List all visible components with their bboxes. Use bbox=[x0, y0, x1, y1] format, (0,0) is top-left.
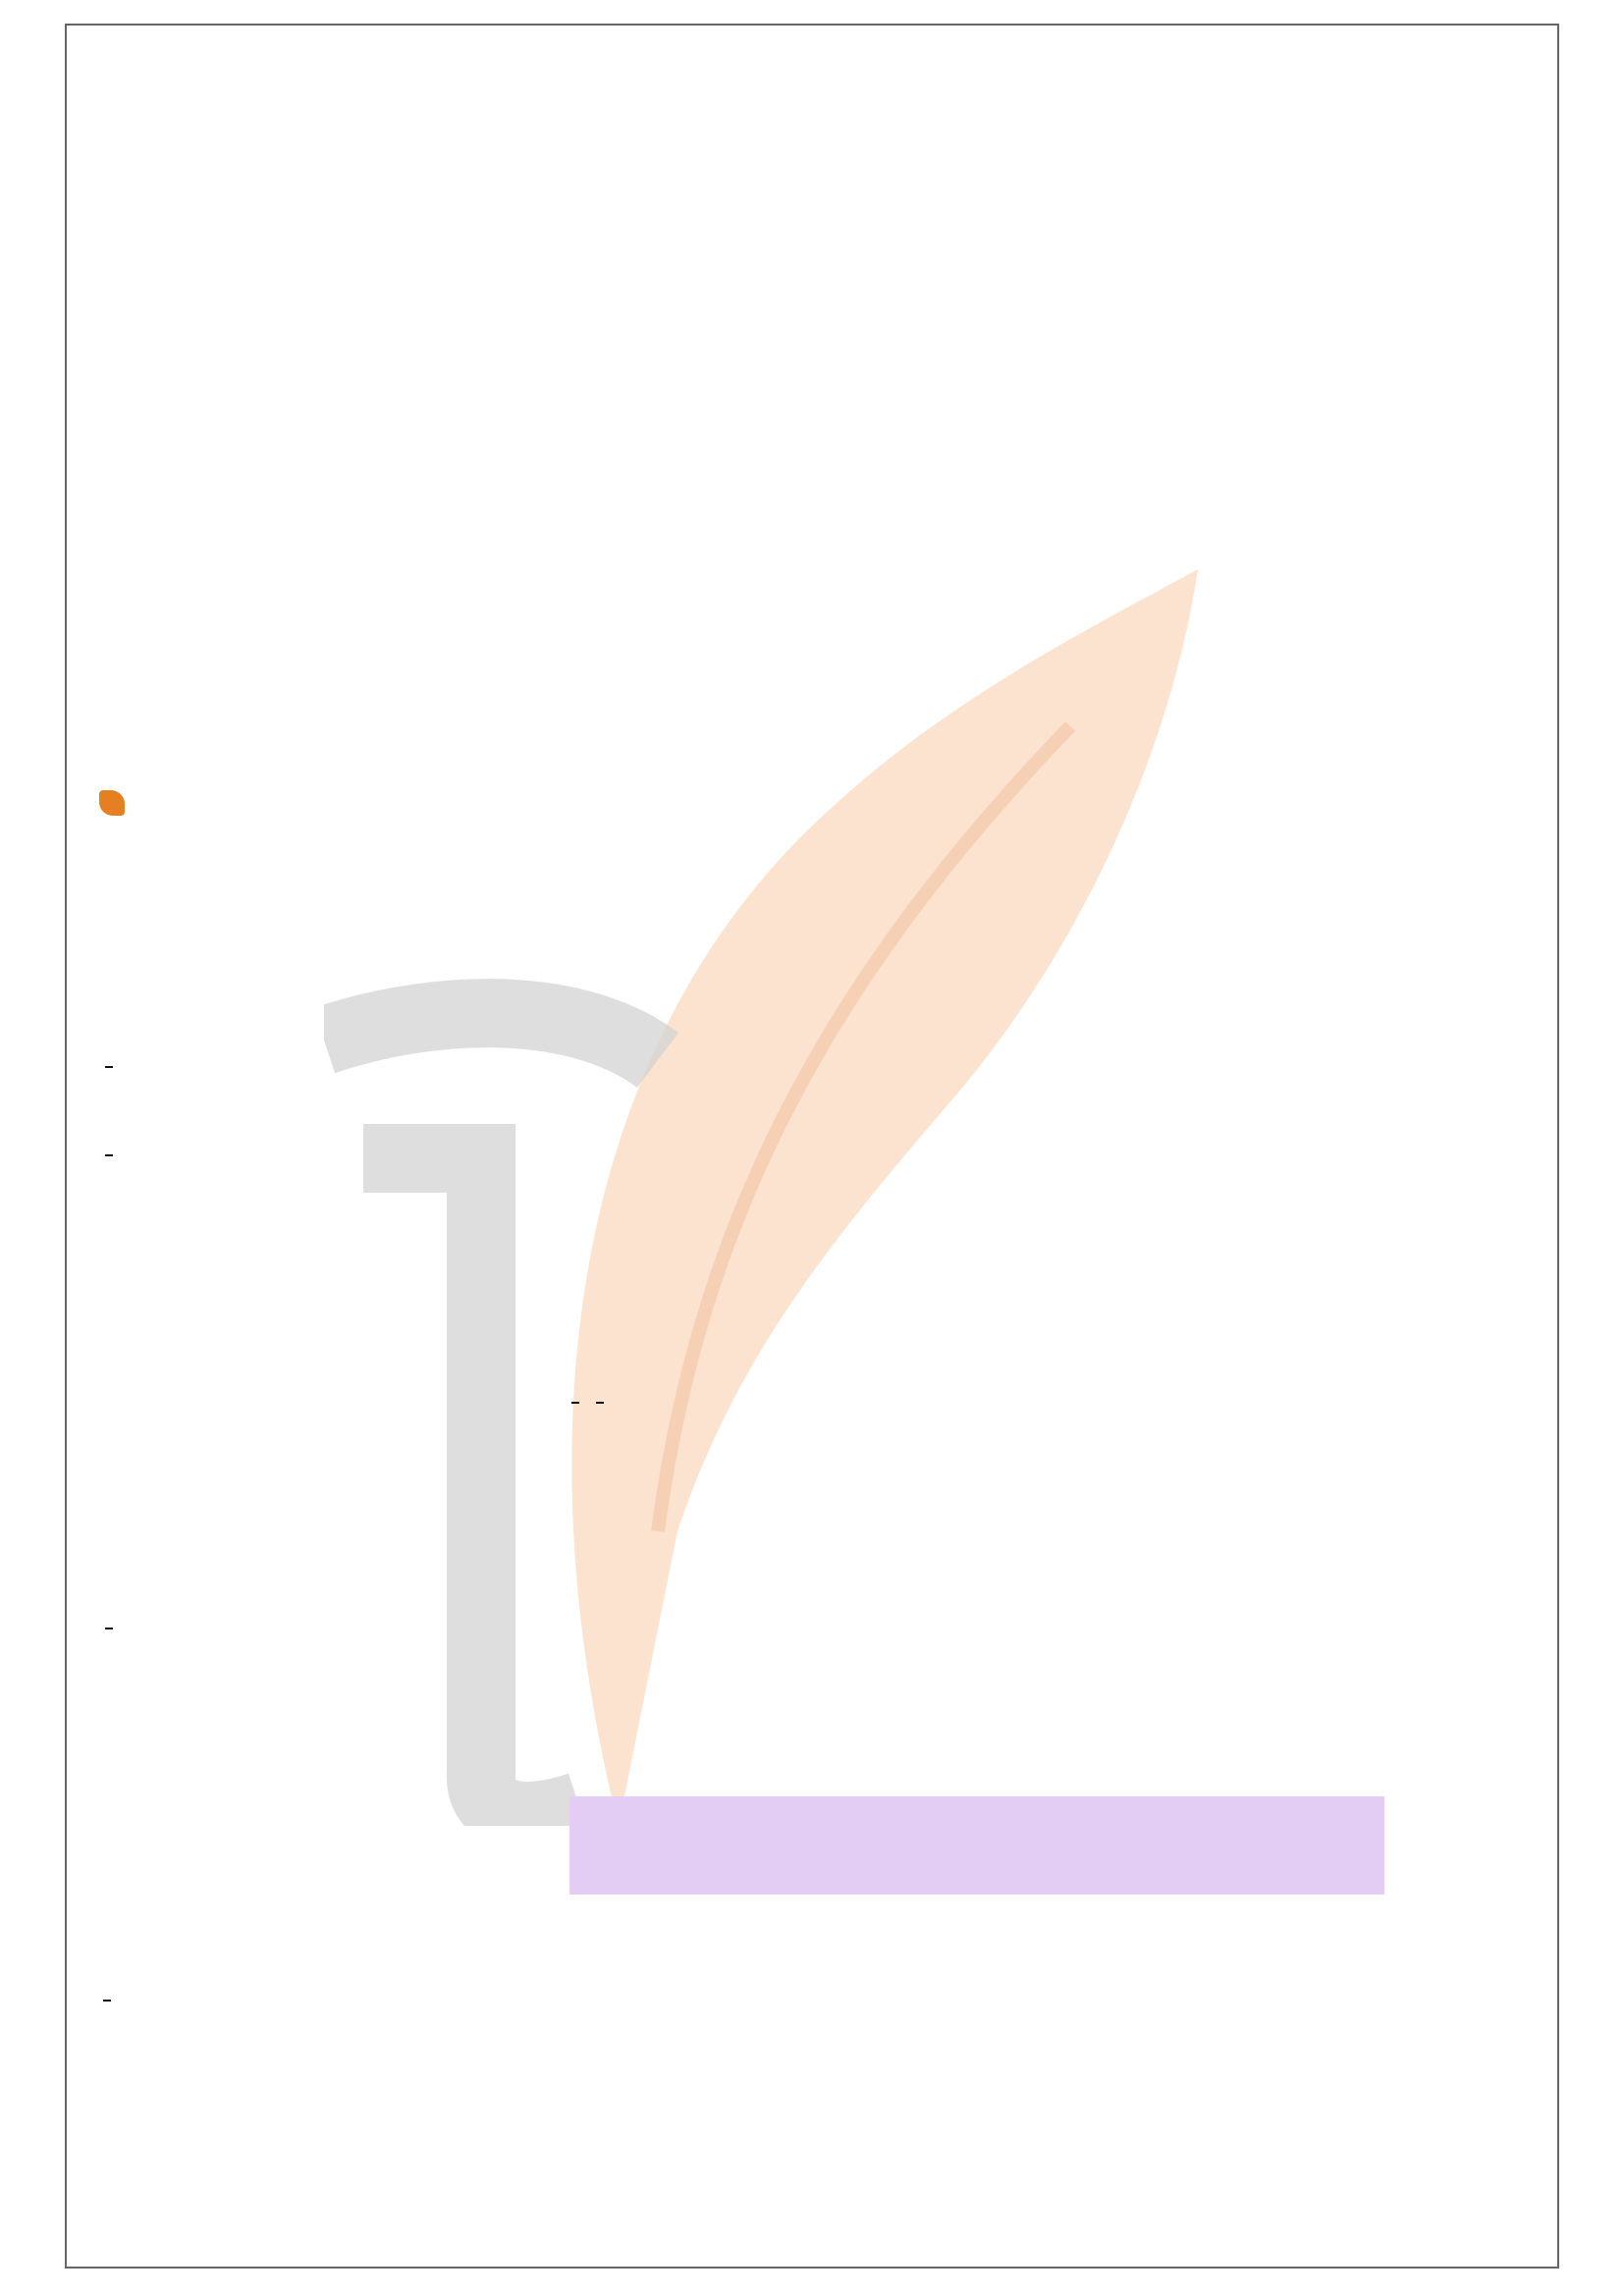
fraction bbox=[596, 1402, 604, 1404]
numerator bbox=[596, 1402, 604, 1404]
equation-substitution bbox=[101, 1137, 117, 1169]
fraction bbox=[571, 1402, 579, 1404]
equation-time-up bbox=[101, 1610, 117, 1642]
numerator bbox=[105, 1154, 113, 1156]
fraction bbox=[105, 1628, 113, 1629]
pen-icon bbox=[99, 790, 125, 816]
numerator bbox=[105, 1628, 113, 1629]
equation-second-motion bbox=[101, 1048, 117, 1081]
fraction bbox=[103, 2000, 111, 2002]
answer-heading bbox=[99, 781, 1533, 821]
equation-rebound-velocity bbox=[568, 1384, 608, 1416]
numerator bbox=[105, 1066, 113, 1068]
fraction bbox=[105, 1066, 113, 1068]
speed-time-graph bbox=[1041, 1688, 1453, 2169]
fraction bbox=[105, 1154, 113, 1156]
numerator bbox=[571, 1402, 579, 1404]
numerator bbox=[103, 2000, 111, 2002]
